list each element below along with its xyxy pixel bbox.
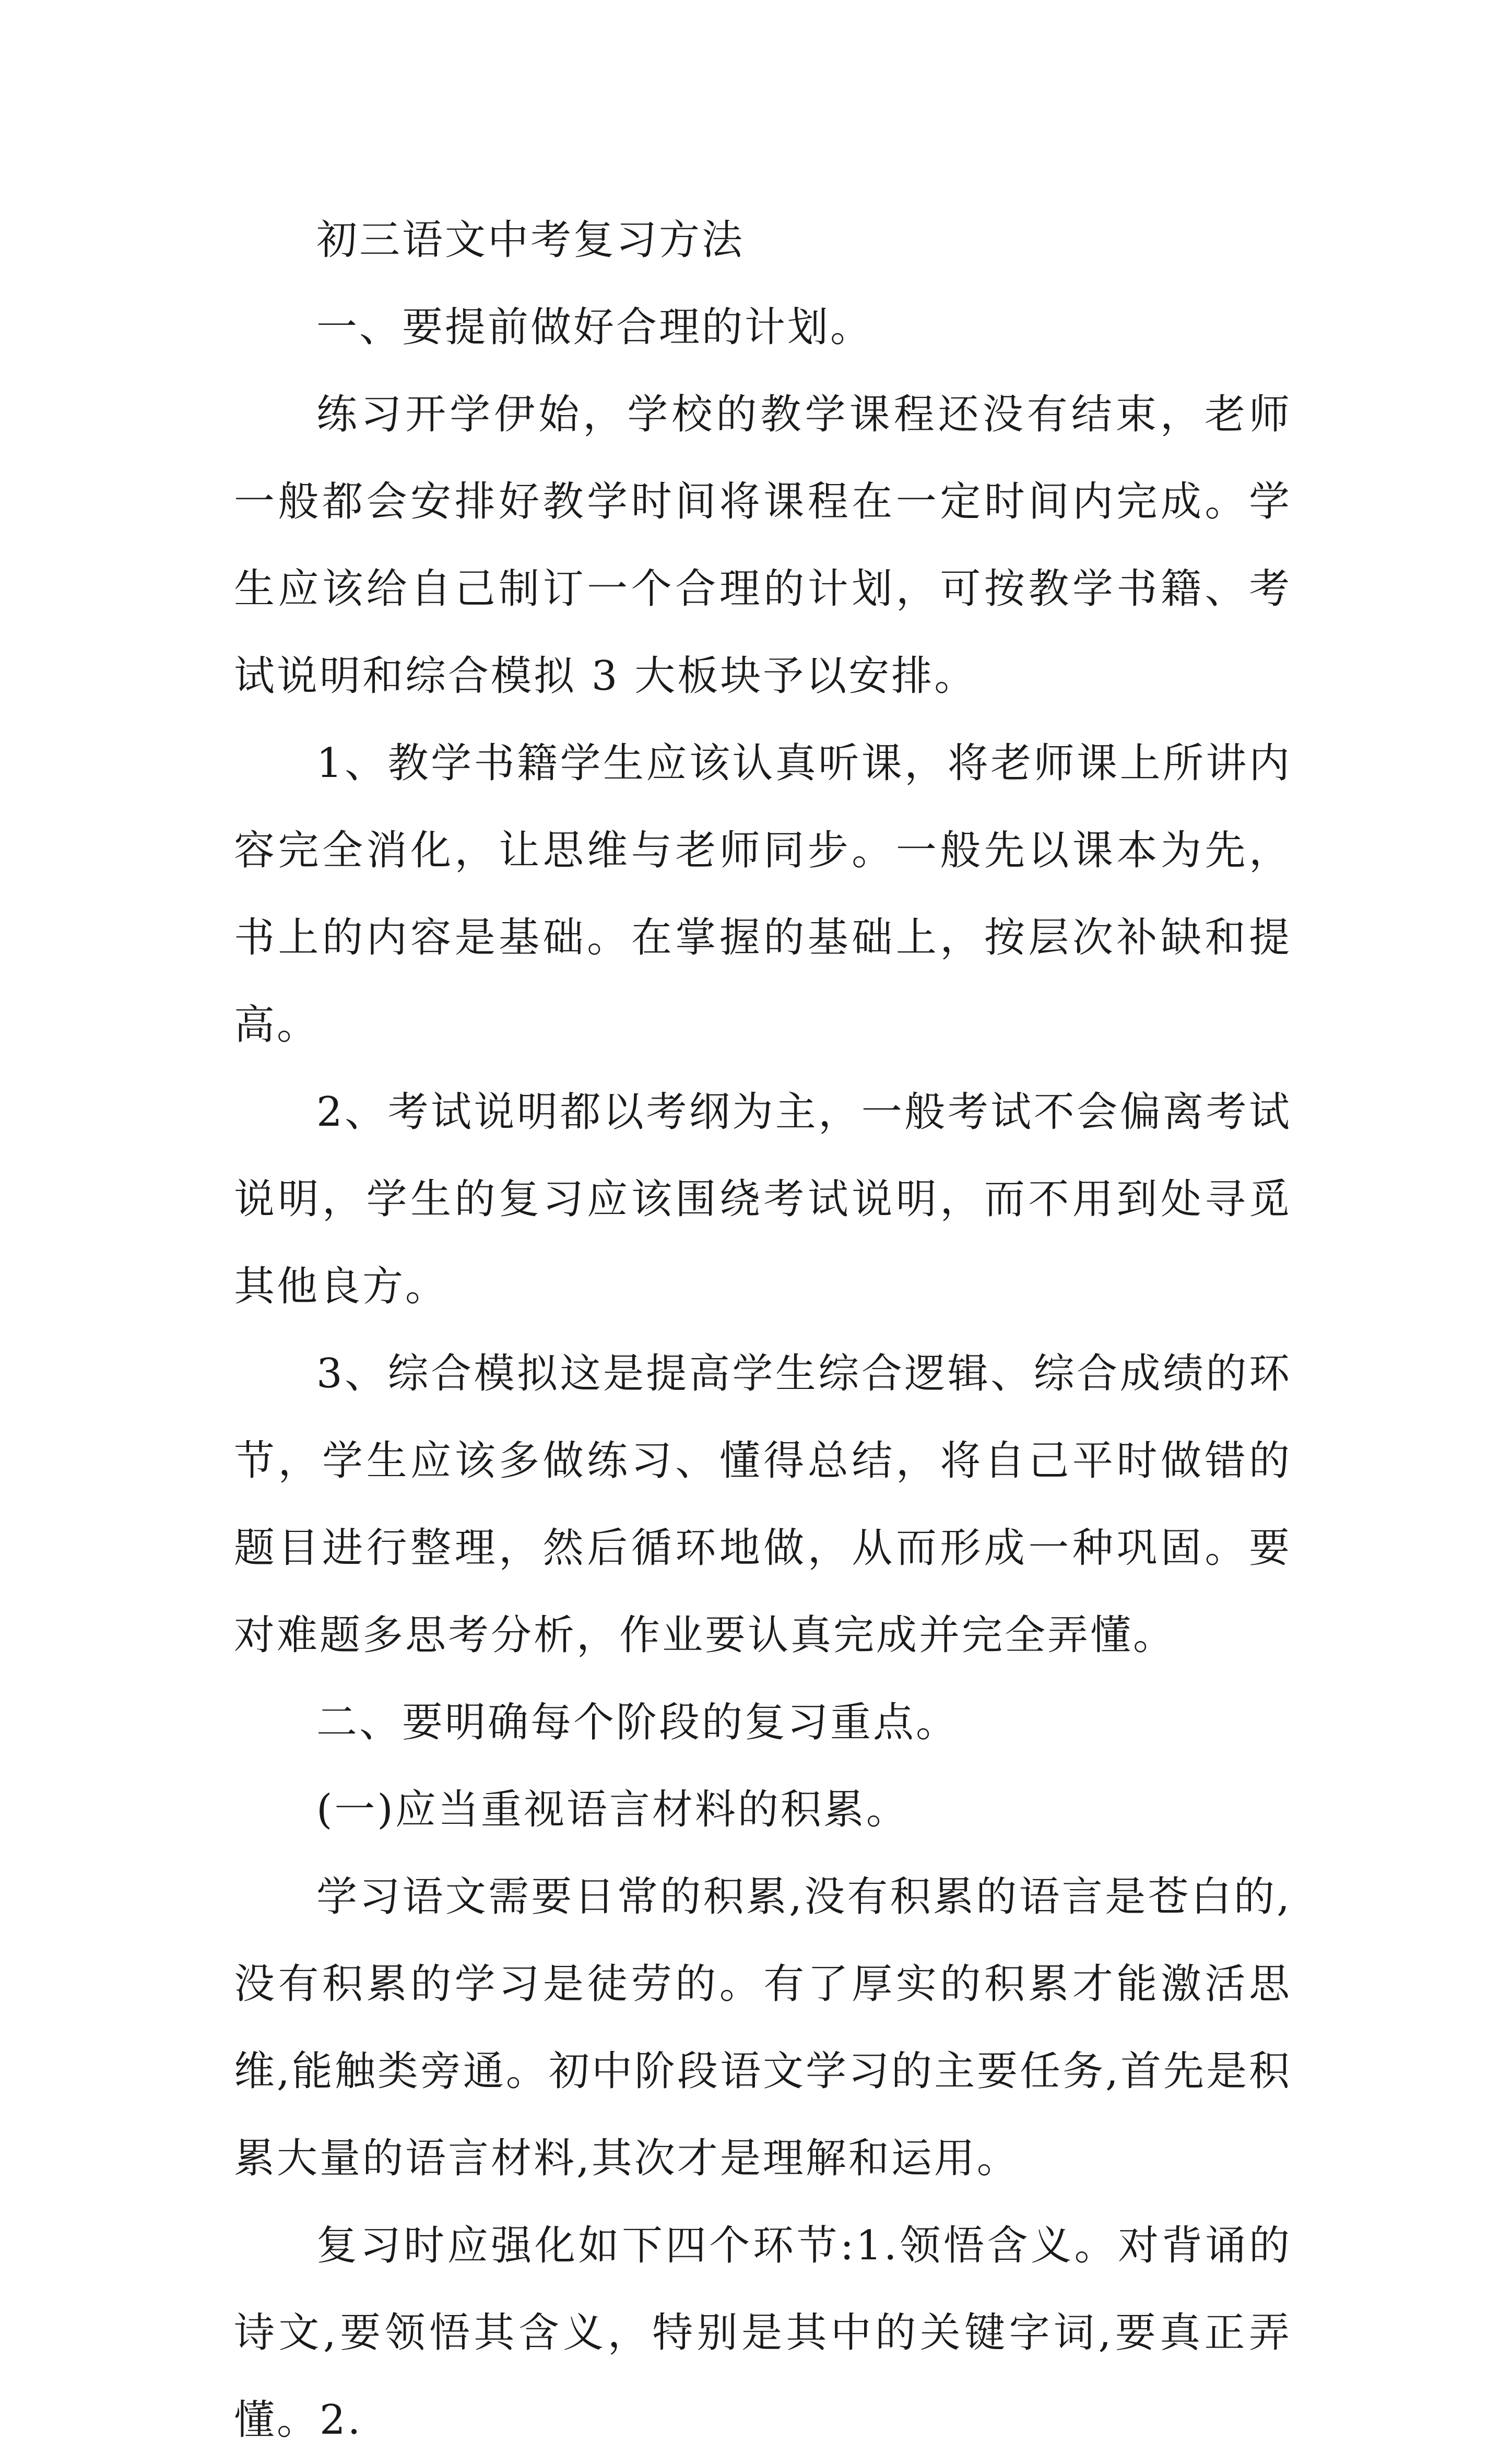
document-title: 初三语文中考复习方法 bbox=[316, 217, 745, 264]
section-heading-1: 一、要提前做好合理的计划。 bbox=[316, 304, 873, 351]
paragraph: 2、考试说明都以考纲为主，一般考试不会偏离考试说明，学生的复习应该围绕考试说明，而不用到处寻觅其他良方。 bbox=[234, 1089, 1292, 1310]
paragraph: 3、综合模拟这是提高学生综合逻辑、综合成绩的环节，学生应该多做练习、懂得总结，将自己平时做错的题目进行整理，然后循环地做，从而形成一种巩固。要对难题多思考分析，作业要认真完成并完全弄懂。 bbox=[234, 1350, 1292, 1659]
paragraph: 练习开学伊始，学校的教学课程还没有结束，老师一般都会安排好教学时间将课程在一定时间内完成。学生应该给自己制订一个合理的计划，可按教学书籍、考试说明和综合模拟 3 大板块予以安排。 bbox=[234, 391, 1292, 700]
document-body bbox=[234, 197, 1292, 2464]
paragraph: 复习时应强化如下四个环节:1.领悟含义。对背诵的诗文,要领悟其含义，特别是其中的关键字词,要真正弄懂。2. bbox=[234, 2222, 1292, 2444]
subsection-heading: (一)应当重视语言材料的积累。 bbox=[316, 1786, 909, 1833]
section-heading-2: 二、要明确每个阶段的复习重点。 bbox=[316, 1699, 959, 1746]
paragraph: 1、教学书籍学生应该认真听课，将老师课上所讲内容完全消化，让思维与老师同步。一般先以课本为先，书上的内容是基础。在掌握的基础上，按层次补缺和提高。 bbox=[234, 740, 1292, 1048]
paragraph: 学习语文需要日常的积累,没有积累的语言是苍白的,没有积累的学习是徒劳的。有了厚实的积累才能激活思维,能触类旁通。初中阶段语文学习的主要任务,首先是积累大量的语言材料,其次才是理解和运用。 bbox=[234, 1873, 1292, 2182]
